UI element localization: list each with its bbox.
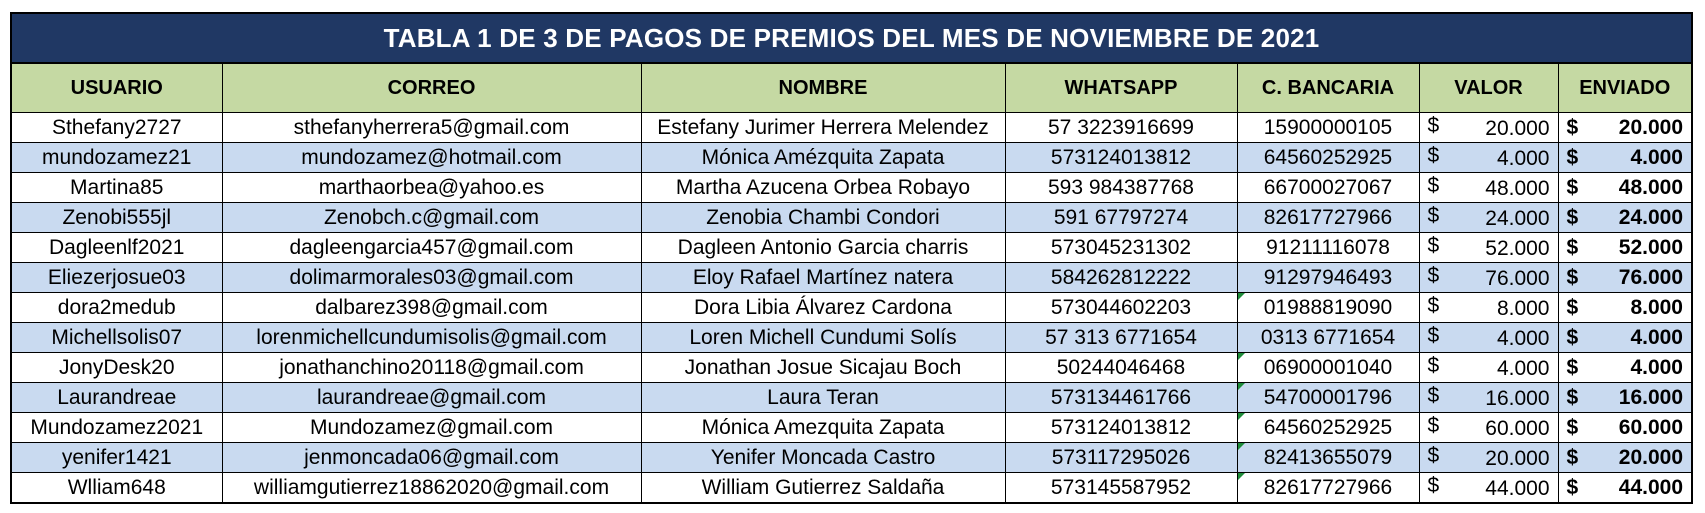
table-row xyxy=(12,263,1691,293)
cell-correo[interactable]: williamgutierrez18862020@gmail.com xyxy=(222,473,641,503)
currency-symbol: $ xyxy=(1427,354,1440,377)
currency-symbol: $ xyxy=(1566,145,1579,169)
cell-usuario[interactable]: Eliezerjosue03 xyxy=(12,263,222,293)
cell-nombre[interactable]: Yenifer Moncada Castro xyxy=(641,443,1005,473)
cell-nombre[interactable]: Laura Teran xyxy=(641,383,1005,413)
cell-whatsapp[interactable]: 57 313 6771654 xyxy=(1005,323,1237,353)
cell-usuario[interactable]: Michellsolis07 xyxy=(12,323,222,353)
currency-symbol: $ xyxy=(1566,415,1579,439)
cell-nombre[interactable]: Mónica Amézquita Zapata xyxy=(641,143,1005,173)
cell-usuario[interactable]: Dagleenlf2021 xyxy=(12,233,222,263)
cell-valor[interactable] xyxy=(1419,473,1558,503)
cell-usuario[interactable]: yenifer1421 xyxy=(12,443,222,473)
cell-enviado-amount: 24.000 xyxy=(1618,205,1683,229)
cell-cuenta-bancaria[interactable]: 64560252925 xyxy=(1237,143,1419,173)
cell-whatsapp[interactable]: 573124013812 xyxy=(1005,413,1237,443)
cell-whatsapp[interactable]: 50244046468 xyxy=(1005,353,1237,383)
column-header-cuenta-bancaria: C. BANCARIA xyxy=(1237,64,1419,113)
cell-nombre[interactable]: Jonathan Josue Sicajau Boch xyxy=(641,353,1005,383)
table-row xyxy=(12,413,1691,443)
cell-enviado[interactable] xyxy=(1558,143,1691,173)
cell-valor[interactable] xyxy=(1419,113,1558,143)
table-row xyxy=(12,203,1691,233)
cell-valor-amount: 24.000 xyxy=(1485,207,1550,230)
table-row xyxy=(12,443,1691,473)
cell-nombre[interactable]: William Gutierrez Saldaña xyxy=(641,473,1005,503)
currency-symbol: $ xyxy=(1427,174,1440,197)
cell-enviado[interactable] xyxy=(1558,323,1691,353)
cell-nombre[interactable]: Dora Libia Álvarez Cardona xyxy=(641,293,1005,323)
cell-valor[interactable] xyxy=(1419,143,1558,173)
cell-enviado[interactable] xyxy=(1558,413,1691,443)
cell-correo[interactable]: sthefanyherrera5@gmail.com xyxy=(222,113,641,143)
cell-nombre[interactable]: Estefany Jurimer Herrera Melendez xyxy=(641,113,1005,143)
table-row xyxy=(12,473,1691,503)
cell-cuenta-bancaria[interactable]: 91297946493 xyxy=(1237,263,1419,293)
cell-enviado[interactable] xyxy=(1558,173,1691,203)
cell-cuenta-bancaria[interactable]: 01988819090 xyxy=(1237,293,1419,323)
cell-correo[interactable]: Mundozamez@gmail.com xyxy=(222,413,641,443)
column-header-nombre: NOMBRE xyxy=(641,64,1005,113)
cell-enviado-amount: 16.000 xyxy=(1618,385,1683,409)
cell-cuenta-bancaria[interactable]: 82617727966 xyxy=(1237,203,1419,233)
cell-whatsapp[interactable]: 573045231302 xyxy=(1005,233,1237,263)
cell-enviado-amount: 8.000 xyxy=(1630,295,1683,319)
cell-enviado[interactable] xyxy=(1558,353,1691,383)
cell-enviado-amount: 4.000 xyxy=(1630,145,1683,169)
column-header-whatsapp: WHATSAPP xyxy=(1005,64,1237,113)
cell-nombre[interactable]: Eloy Rafael Martínez natera xyxy=(641,263,1005,293)
cell-valor[interactable] xyxy=(1419,443,1558,473)
column-header-enviado: ENVIADO xyxy=(1558,64,1691,113)
cell-usuario[interactable]: Wlliam648 xyxy=(12,473,222,503)
cell-enviado-amount: 52.000 xyxy=(1618,235,1683,259)
table-row xyxy=(12,293,1691,323)
cell-usuario[interactable]: dora2medub xyxy=(12,293,222,323)
cell-valor-amount: 60.000 xyxy=(1485,417,1550,440)
currency-symbol: $ xyxy=(1566,115,1579,139)
table-row xyxy=(12,353,1691,383)
cell-correo[interactable]: lorenmichellcundumisolis@gmail.com xyxy=(222,323,641,353)
cell-valor-amount: 8.000 xyxy=(1496,297,1550,320)
cell-valor-amount: 20.000 xyxy=(1485,117,1550,140)
table-title: TABLA 1 DE 3 DE PAGOS DE PREMIOS DEL MES DE NOVIEMBRE DE 2021 xyxy=(12,14,1691,64)
cell-enviado-amount: 76.000 xyxy=(1618,265,1683,289)
cell-correo[interactable]: jenmoncada06@gmail.com xyxy=(222,443,641,473)
cell-enviado[interactable] xyxy=(1558,233,1691,263)
cell-enviado[interactable] xyxy=(1558,473,1691,503)
cell-valor[interactable] xyxy=(1419,383,1558,413)
cell-valor-amount: 4.000 xyxy=(1496,357,1550,380)
cell-correo[interactable]: dagleengarcia457@gmail.com xyxy=(222,233,641,263)
currency-symbol: $ xyxy=(1566,325,1579,349)
header-row xyxy=(12,64,1691,113)
cell-enviado-amount: 4.000 xyxy=(1630,325,1683,349)
currency-symbol: $ xyxy=(1427,474,1440,497)
cell-enviado[interactable] xyxy=(1558,443,1691,473)
cell-valor[interactable] xyxy=(1419,293,1558,323)
spreadsheet-table xyxy=(10,12,1693,504)
cell-whatsapp[interactable]: 584262812222 xyxy=(1005,263,1237,293)
cell-whatsapp[interactable]: 573124013812 xyxy=(1005,143,1237,173)
cell-valor[interactable] xyxy=(1419,203,1558,233)
table-row xyxy=(12,383,1691,413)
cell-correo[interactable]: mundozamez@hotmail.com xyxy=(222,143,641,173)
payments-table xyxy=(12,64,1691,502)
cell-enviado[interactable] xyxy=(1558,203,1691,233)
currency-symbol: $ xyxy=(1427,294,1440,317)
currency-symbol: $ xyxy=(1427,414,1440,437)
cell-whatsapp[interactable]: 573044602203 xyxy=(1005,293,1237,323)
currency-symbol: $ xyxy=(1566,445,1579,469)
currency-symbol: $ xyxy=(1427,114,1440,137)
cell-usuario[interactable]: Martina85 xyxy=(12,173,222,203)
cell-enviado-amount: 20.000 xyxy=(1618,115,1683,139)
table-row xyxy=(12,323,1691,353)
cell-enviado-amount: 4.000 xyxy=(1630,355,1683,379)
cell-enviado-amount: 60.000 xyxy=(1618,415,1683,439)
cell-cuenta-bancaria[interactable]: 0313 6771654 xyxy=(1237,323,1419,353)
cell-nombre[interactable]: Zenobia Chambi Condori xyxy=(641,203,1005,233)
column-header-usuario: USUARIO xyxy=(12,64,222,113)
cell-valor-amount: 52.000 xyxy=(1485,237,1550,260)
cell-valor[interactable] xyxy=(1419,173,1558,203)
cell-enviado-amount: 44.000 xyxy=(1618,475,1683,499)
cell-correo[interactable]: laurandreae@gmail.com xyxy=(222,383,641,413)
cell-cuenta-bancaria[interactable]: 15900000105 xyxy=(1237,113,1419,143)
cell-valor[interactable] xyxy=(1419,263,1558,293)
cell-usuario[interactable]: Laurandreae xyxy=(12,383,222,413)
cell-valor-amount: 4.000 xyxy=(1496,327,1550,350)
cell-cuenta-bancaria[interactable]: 82413655079 xyxy=(1237,443,1419,473)
table-row xyxy=(12,173,1691,203)
cell-valor-amount: 44.000 xyxy=(1485,477,1550,500)
cell-whatsapp[interactable]: 591 67797274 xyxy=(1005,203,1237,233)
currency-symbol: $ xyxy=(1566,385,1579,409)
cell-usuario[interactable]: Mundozamez2021 xyxy=(12,413,222,443)
currency-symbol: $ xyxy=(1566,205,1579,229)
cell-enviado-amount: 20.000 xyxy=(1618,445,1683,469)
cell-correo[interactable]: dolimarmorales03@gmail.com xyxy=(222,263,641,293)
cell-usuario[interactable]: Zenobi555jl xyxy=(12,203,222,233)
cell-cuenta-bancaria[interactable]: 91211116078 xyxy=(1237,233,1419,263)
cell-valor[interactable] xyxy=(1419,233,1558,263)
cell-nombre[interactable]: Martha Azucena Orbea Robayo xyxy=(641,173,1005,203)
currency-symbol: $ xyxy=(1427,264,1440,287)
cell-nombre[interactable]: Mónica Amezquita Zapata xyxy=(641,413,1005,443)
cell-cuenta-bancaria[interactable]: 82617727966 xyxy=(1237,473,1419,503)
currency-symbol: $ xyxy=(1427,234,1440,257)
table-row xyxy=(12,143,1691,173)
cell-valor-amount: 76.000 xyxy=(1485,267,1550,290)
cell-valor-amount: 16.000 xyxy=(1485,387,1550,410)
currency-symbol: $ xyxy=(1427,384,1440,407)
cell-valor[interactable] xyxy=(1419,353,1558,383)
cell-usuario[interactable]: Sthefany2727 xyxy=(12,113,222,143)
currency-symbol: $ xyxy=(1566,175,1579,199)
cell-enviado[interactable] xyxy=(1558,263,1691,293)
cell-correo[interactable]: dalbarez398@gmail.com xyxy=(222,293,641,323)
cell-correo[interactable]: jonathanchino20118@gmail.com xyxy=(222,353,641,383)
cell-whatsapp[interactable]: 573134461766 xyxy=(1005,383,1237,413)
cell-valor-amount: 4.000 xyxy=(1496,147,1550,170)
cell-enviado[interactable] xyxy=(1558,383,1691,413)
cell-whatsapp[interactable]: 573145587952 xyxy=(1005,473,1237,503)
cell-valor-amount: 20.000 xyxy=(1485,447,1550,470)
cell-enviado[interactable] xyxy=(1558,113,1691,143)
currency-symbol: $ xyxy=(1427,324,1440,347)
cell-cuenta-bancaria[interactable]: 06900001040 xyxy=(1237,353,1419,383)
cell-usuario[interactable]: JonyDesk20 xyxy=(12,353,222,383)
cell-whatsapp[interactable]: 593 984387768 xyxy=(1005,173,1237,203)
currency-symbol: $ xyxy=(1427,444,1440,467)
cell-cuenta-bancaria[interactable]: 64560252925 xyxy=(1237,413,1419,443)
cell-cuenta-bancaria[interactable]: 66700027067 xyxy=(1237,173,1419,203)
table-row xyxy=(12,113,1691,143)
column-header-correo: CORREO xyxy=(222,64,641,113)
table-row xyxy=(12,233,1691,263)
currency-symbol: $ xyxy=(1566,475,1579,499)
cell-whatsapp[interactable]: 57 3223916699 xyxy=(1005,113,1237,143)
cell-valor[interactable] xyxy=(1419,323,1558,353)
cell-valor[interactable] xyxy=(1419,413,1558,443)
column-header-valor: VALOR xyxy=(1419,64,1558,113)
currency-symbol: $ xyxy=(1566,295,1579,319)
cell-correo[interactable]: Zenobch.c@gmail.com xyxy=(222,203,641,233)
cell-usuario[interactable]: mundozamez21 xyxy=(12,143,222,173)
cell-whatsapp[interactable]: 573117295026 xyxy=(1005,443,1237,473)
currency-symbol: $ xyxy=(1566,265,1579,289)
cell-correo[interactable]: marthaorbea@yahoo.es xyxy=(222,173,641,203)
currency-symbol: $ xyxy=(1566,355,1579,379)
cell-enviado-amount: 48.000 xyxy=(1618,175,1683,199)
cell-nombre[interactable]: Loren Michell Cundumi Solís xyxy=(641,323,1005,353)
cell-cuenta-bancaria[interactable]: 54700001796 xyxy=(1237,383,1419,413)
currency-symbol: $ xyxy=(1566,235,1579,259)
currency-symbol: $ xyxy=(1427,144,1440,167)
cell-valor-amount: 48.000 xyxy=(1485,177,1550,200)
cell-enviado[interactable] xyxy=(1558,293,1691,323)
currency-symbol: $ xyxy=(1427,204,1440,227)
cell-nombre[interactable]: Dagleen Antonio Garcia charris xyxy=(641,233,1005,263)
